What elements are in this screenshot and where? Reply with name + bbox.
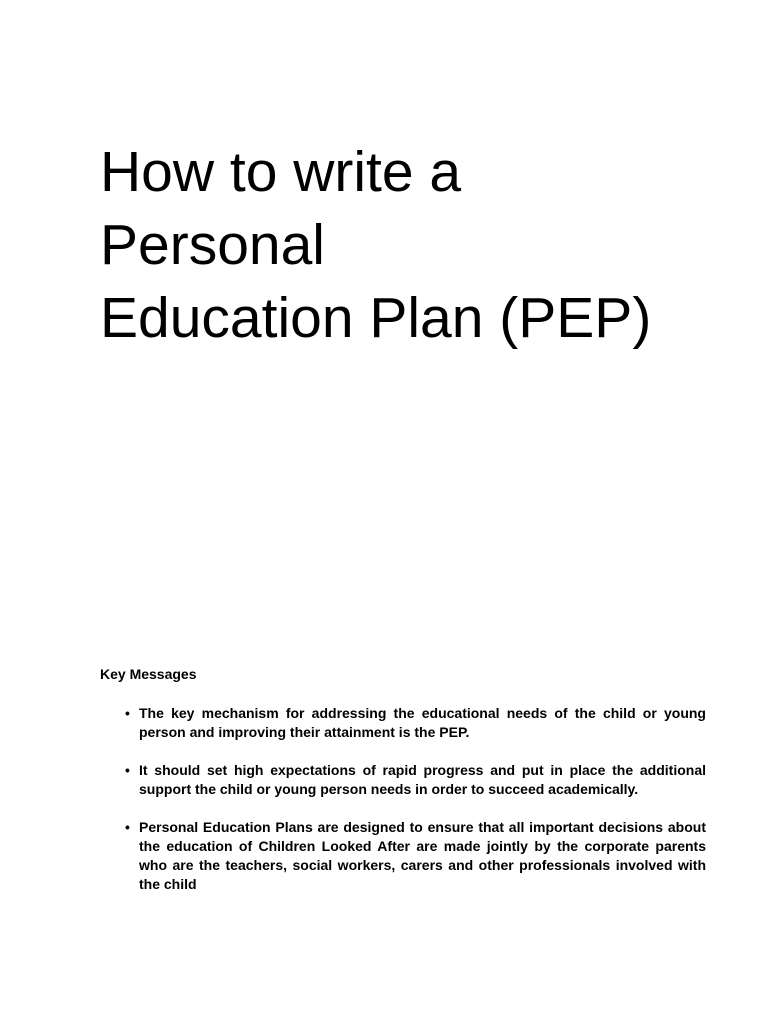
list-item	[100, 818, 706, 894]
title-line: How to write a	[100, 140, 462, 204]
key-messages-list	[100, 704, 706, 913]
title-line: Personal	[100, 213, 325, 277]
document-title	[100, 136, 740, 355]
bullet-icon: •	[125, 705, 130, 721]
title-line: Education Plan (PEP)	[100, 286, 652, 350]
list-item	[100, 704, 706, 742]
list-item-text: Personal Education Plans are designed to ensure that all important decisions about the education of Children Looked After are made jointly by the corporate parents who are the teachers, social workers, carers and other professionals involved with the child	[139, 819, 706, 892]
bullet-icon: •	[125, 819, 130, 835]
list-item-text: The key mechanism for addressing the educational needs of the child or young person and improving their attainment is the PEP.	[139, 705, 706, 740]
list-item	[100, 761, 706, 799]
key-messages-heading: Key Messages	[100, 666, 197, 682]
list-item-text: It should set high expectations of rapid progress and put in place the additional support the child or young person needs in order to succeed academically.	[139, 762, 706, 797]
bullet-icon: •	[125, 762, 130, 778]
